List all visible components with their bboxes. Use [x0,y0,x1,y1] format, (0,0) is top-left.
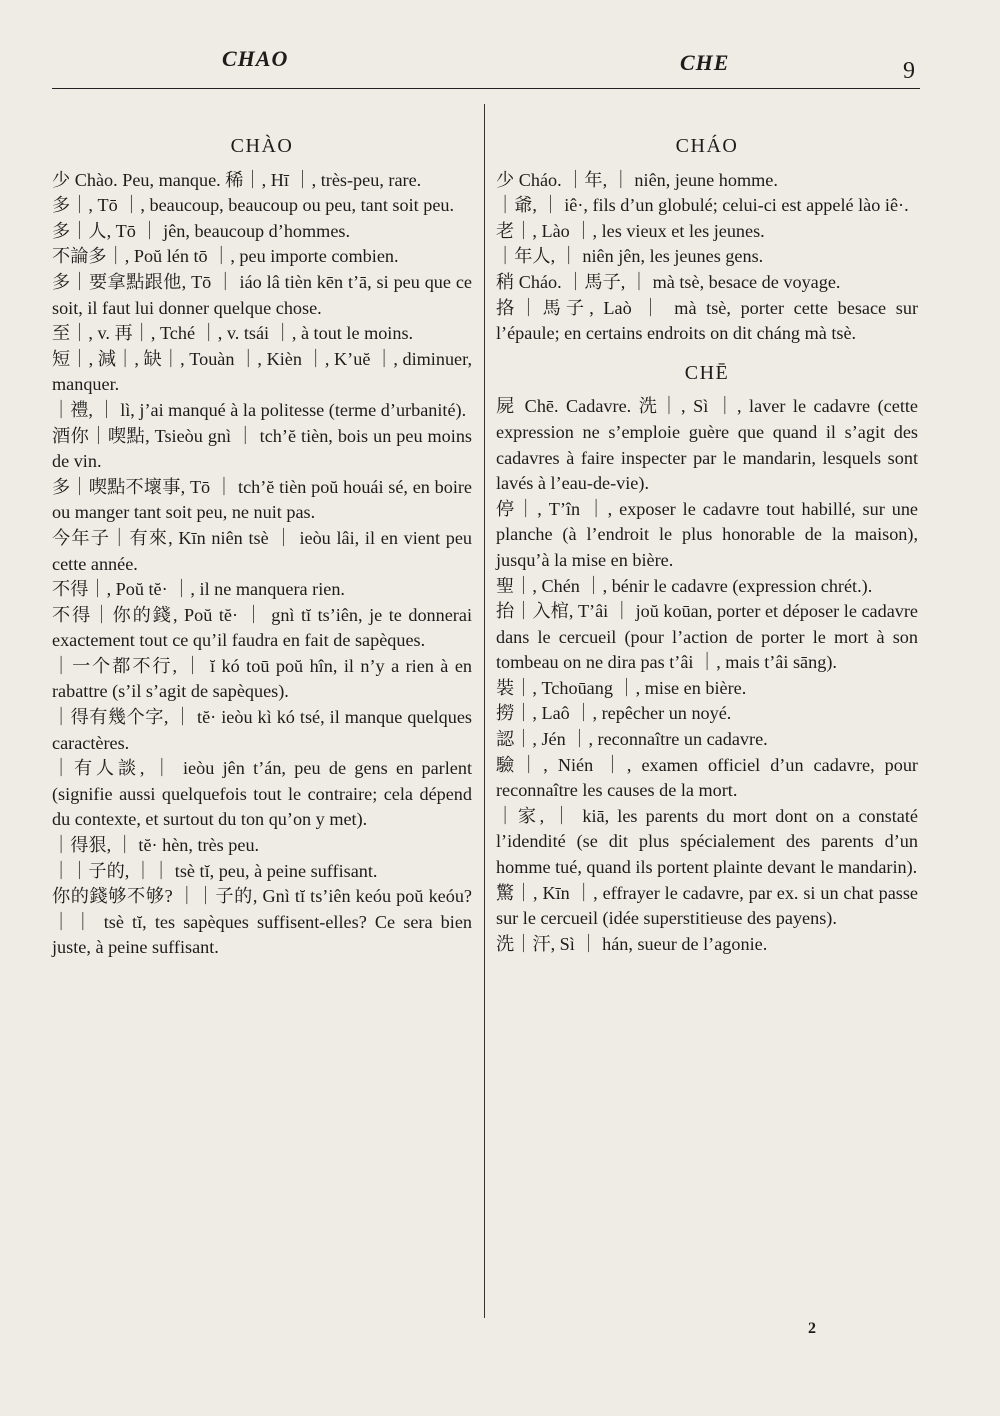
dictionary-entry: 洗｜汗, Sì ｜ hán, sueur de l’agonie. [496,933,768,954]
dictionary-entry: 多｜喫點不壞事, Tō ｜ tch’ĕ tièn poŭ houái sé, en boire ou manger tant soit peu, ne nuit pas. [52,476,472,523]
dictionary-entry: 多｜人, Tō ｜ jên, beaucoup d’hommes. [52,220,351,241]
dictionary-entry: 屍 Chē. Cadavre. 洗｜, Sì ｜, laver le cadavre (cette expression ne s’emploie guère que quand il s’agit des cadavres à faire inspecter par le mandarin, lesquels sont lavés à l’eau-de-vie). [496,396,918,494]
dictionary-entry: 抬｜入棺, T’âi ｜ joŭ koūan, porter et déposer le cadavre dans le cercueil (pour l’action de porter le mort à son tombeau on ne dira pas t’âi ｜, mais t’âi sāng). [496,601,918,673]
running-head-right: CHE [680,50,730,75]
dictionary-entry: 不得｜你的錢, Poŭ tĕ· ｜ gnì tĭ ts’iên, je te donnerai exactement tout ce qu’il faudra en fait de sapèques. [52,604,472,651]
dictionary-entry: 停｜, T’în ｜, exposer le cadavre tout habillé, sur une planche (à l’endroit le plus honorable de la maison), jusqu’à la mise en bière. [496,498,918,570]
section-title-che: CHĒ [684,361,730,384]
right-column [496,130,918,957]
dictionary-entry: ｜一个都不行, ｜ ĭ kó toū poŭ hîn, il n’y a rien à en rabattre (s’il s’agit de sapèques). [52,655,472,702]
dictionary-entry: 不得｜, Poŭ tĕ· ｜, il ne manquera rien. [52,579,345,600]
signature-mark: 2 [808,1320,816,1337]
dictionary-entry: ｜有人談, ｜ ieòu jên t’án, peu de gens en parlent (signifie aussi quelquefois tout le contraire; cela dépend du contexte, et surtout du ton qu’on y met). [52,758,472,830]
dictionary-entry: ｜禮, ｜ lì, j’ai manqué à la politesse (terme d’urbanité). [52,399,467,420]
dictionary-entry: 驗｜, Nién ｜, examen officiel d’un cadavre, pour reconnaître les causes de la mort. [496,754,918,801]
dictionary-entry: 你的錢够不够? ｜｜子的, Gnì tĭ ts’iên keóu poŭ keóu? ｜｜ tsè tĭ, tes sapèques suffisent-elles? Ce sera bien juste, à peine suffisant. [52,886,472,958]
dictionary-entry: 老｜, Lào ｜, les vieux et les jeunes. [496,220,765,241]
dictionary-entry: ｜年人, ｜ niên jên, les jeunes gens. [496,246,764,267]
dictionary-entry: 不論多｜, Poŭ lén tō ｜, peu importe combien. [52,246,399,267]
page-number: 9 [903,58,916,84]
dictionary-entry: 今年子｜有來, Kīn niên tsè ｜ ieòu lâi, il en vient peu cette année. [52,527,472,574]
dictionary-entry: 短｜, 減｜, 缺｜, Touàn ｜, Kièn ｜, K’uĕ ｜, diminuer, manquer. [52,348,472,395]
section-title-chao-rising: CHÁO [675,135,739,157]
dictionary-entry: 認｜, Jén ｜, reconnaître un cadavre. [496,729,768,750]
dictionary-entry: ｜家, ｜ kiā, les parents du mort dont on a constaté l’idendité (se dit plus spécialement des parents d’un homme tué, quand ils portent plainte devant le mandarin). [496,805,918,878]
dictionary-entry: 少 Cháo. ｜年, ｜ niên, jeune homme. [496,169,778,190]
dictionary-entry: 撈｜, Laô ｜, repêcher un noyé. [496,703,732,724]
dictionary-entry: ｜得狠, ｜ tĕ· hèn, très peu. [52,835,260,856]
running-head-left: CHAO [222,46,289,71]
dictionary-entry: ｜爺, ｜ iê·, fils d’un globulé; celui-ci est appelé lào iê·. [496,195,909,216]
right-entries-1 [496,168,918,347]
dictionary-entry: 少 Chào. Peu, manque. 稀｜, Hī ｜, très-peu, rare. [52,169,422,190]
left-entries [52,168,472,961]
dictionary-entry: 多｜, Tō ｜, beaucoup, beaucoup ou peu, tant soit peu. [52,195,455,216]
section-title-chao-falling: CHÀO [230,135,294,157]
dictionary-entry: 多｜要拿點跟他, Tō ｜ iáo lâ tièn kēn t’ā, si peu que ce soit, il faut lui donner quelque chose. [52,271,472,318]
dictionary-entry: ｜得有幾个字, ｜ tĕ· ieòu kì kó tsé, il manque quelques caractères. [52,707,472,753]
header-rule [52,88,920,89]
left-column [52,130,472,961]
dictionary-entry: 聖｜, Chén ｜, bénir le cadavre (expression chrét.). [496,575,873,596]
dictionary-entry: ｜｜子的, ｜｜ tsè tĭ, peu, à peine suffisant. [52,860,378,881]
dictionary-entry: 酒你｜喫點, Tsieòu gnì ｜ tch’ĕ tièn, bois un peu moins de vin. [52,425,472,472]
dictionary-entry: 裝｜, Tchoūang ｜, mise en bière. [496,677,747,698]
right-entries-2 [496,394,918,957]
dictionary-entry: 至｜, v. 再｜, Tché ｜, v. tsái ｜, à tout le moins. [52,323,414,344]
dictionary-entry: 挌｜馬子, Laò ｜ mà tsè, porter cette besace sur l’épaule; en certains endroits on dit cháng mà tsè. [496,297,918,344]
dictionary-entry: 稍 Cháo. ｜馬子, ｜ mà tsè, besace de voyage. [496,271,841,292]
column-divider [484,104,485,1318]
dictionary-entry: 驚｜, Kīn ｜, effrayer le cadavre, par ex. si un chat passe sur le cercueil (idée superstitieuse des payens). [496,882,918,929]
